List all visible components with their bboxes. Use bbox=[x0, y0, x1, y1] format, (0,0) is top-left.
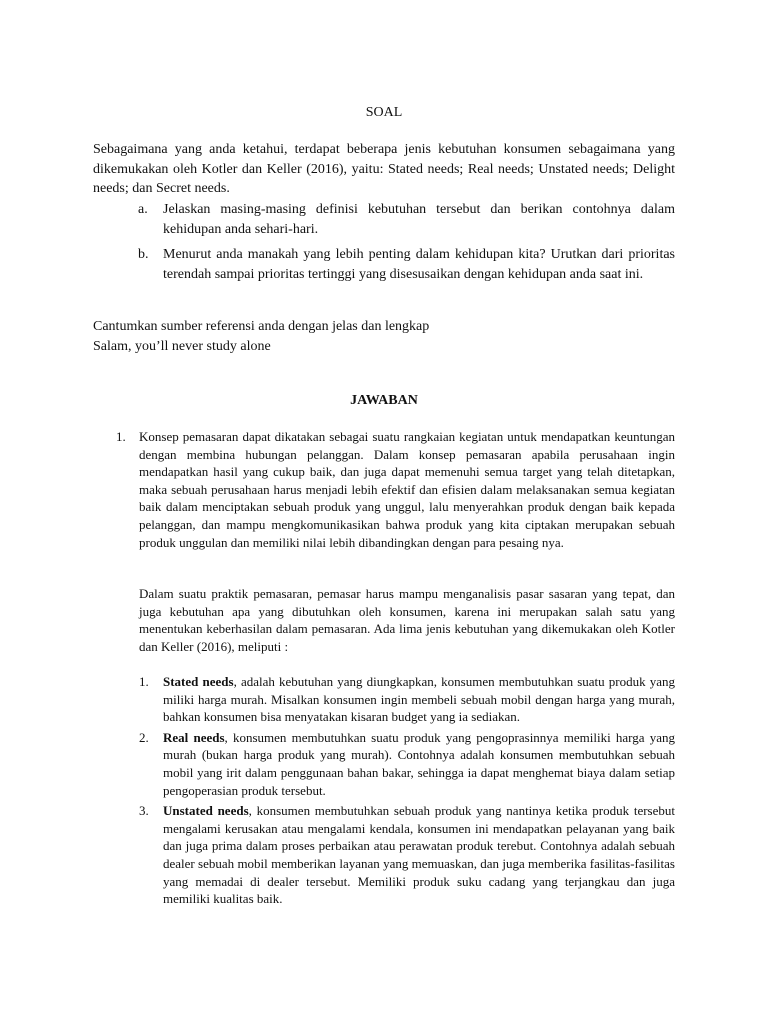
list-marker: 2. bbox=[139, 729, 149, 745]
need-description: , konsumen membutuhkan sebuah produk yang nantinya ketika produk tersebut mengalami kerusakan atau mengalami kendala, konsumen ini mendapatkan pelayanan yang baik dan juga prima dalam proses perbaikan atau perawatan produk terebut. Contohnya adalah sebuah dealer sebuah mobil memberikan layanan yang memuaskan, dan juga memberika fasilitas-fasilitas yang memadai di dealer tersebut. Memiliki produk suku cadang yang terjangkau dan juga memiliki kualitas baik. bbox=[163, 803, 675, 907]
list-marker: 3. bbox=[139, 803, 149, 819]
need-item-unstated bbox=[139, 802, 675, 908]
question-text: Jelaskan masing-masing definisi kebutuhan tersebut dan berikan contohnya dalam kehidupan anda sehari-hari. bbox=[163, 202, 675, 237]
need-term: Real needs bbox=[163, 729, 225, 745]
soal-intro-paragraph: Sebagaimana yang anda ketahui, terdapat beberapa jenis kebutuhan konsumen sebagaimana yang dikemukakan oleh Kotler dan Keller (2016), yaitu: Stated needs; Real needs; Unstated needs; Delight needs; dan Secret needs. bbox=[93, 142, 675, 196]
soal-heading: SOAL bbox=[365, 105, 403, 120]
need-item-real bbox=[139, 729, 675, 799]
list-marker: 1. bbox=[139, 674, 149, 689]
need-term: Unstated needs bbox=[163, 803, 249, 819]
need-description: , konsumen membutuhkan suatu produk yang pengoprasinnya memiliki harga yang murah (bukan harga produk yang murah). Contohnya adalah konsumen membutuhkan sebuah mobil yang irit dalam penggunaan bahan bakar, sehingga ia dapat menghemat biaya dalam setiap pengoperasian produk tersebut. bbox=[163, 729, 675, 798]
list-marker: a. bbox=[138, 202, 148, 217]
answer-item-1 bbox=[116, 428, 675, 551]
answer-paragraph-2: Dalam suatu praktik pemasaran, pemasar harus mampu menganalisis pasar sasaran yang tepat, dan juga kebutuhan apa yang dibutuhkan oleh konsumen, karena ini merupakan salah satu yang menentukan keberhasilan dalam pemasaran. Ada lima jenis kebutuhan yang dikemukakan oleh Kotler dan Keller (2016), meliputi : bbox=[139, 586, 675, 654]
question-list bbox=[93, 200, 675, 284]
closing-notes bbox=[93, 317, 429, 357]
list-marker: b. bbox=[138, 247, 149, 262]
reference-instruction: Cantumkan sumber referensi anda dengan jelas dan lengkap bbox=[93, 319, 430, 334]
greeting-line: Salam, you’ll never study alone bbox=[93, 339, 271, 354]
answer-text: Konsep pemasaran dapat dikatakan sebagai suatu rangkaian kegiatan untuk mendapatkan keuntungan dengan membina hubungan pelanggan. Dalam konsep pemasaran apabila perusahaan ingin mendapatkan hasil yang cukup baik, dan juga dapat memenuhi semua target yang telah ditetapkan, maka sebuah perusahaan harus menjadi lebih efektif dan efisien dalam melaksanakan semua kegiatan baik dalam menciptakan sebuah produk yang unggul, lalu menyerahkan produk dengan baik kepada pelanggan, dan mampu mengkomunikasikan bahwa produk yang kita ciptakan merupakan sebuah produk unggulan dan memiliki nilai lebih dibandingkan dengan para pesaing nya. bbox=[139, 429, 675, 550]
need-term: Stated needs bbox=[163, 674, 234, 689]
answer-list bbox=[116, 428, 675, 551]
need-item-stated bbox=[139, 673, 675, 726]
question-item-a bbox=[93, 200, 675, 239]
need-description: , adalah kebutuhan yang diungkapkan, konsumen membutuhkan suatu produk yang miliki harga murah. Misalkan konsumen ingin membeli sebuah mobil dengan harga yang murah, bahkan konsumen bisa menyatakan kisaran budget yang ia sediakan. bbox=[163, 674, 675, 725]
question-item-b bbox=[93, 245, 675, 284]
jawaban-heading: JAWABAN bbox=[350, 393, 418, 408]
question-text: Menurut anda manakah yang lebih penting dalam kehidupan kita? Urutkan dari prioritas terendah sampai prioritas tertinggi yang disesusaikan dengan kehidupan anda saat ini. bbox=[163, 247, 675, 282]
needs-list bbox=[139, 673, 675, 911]
list-marker: 1. bbox=[116, 429, 126, 444]
